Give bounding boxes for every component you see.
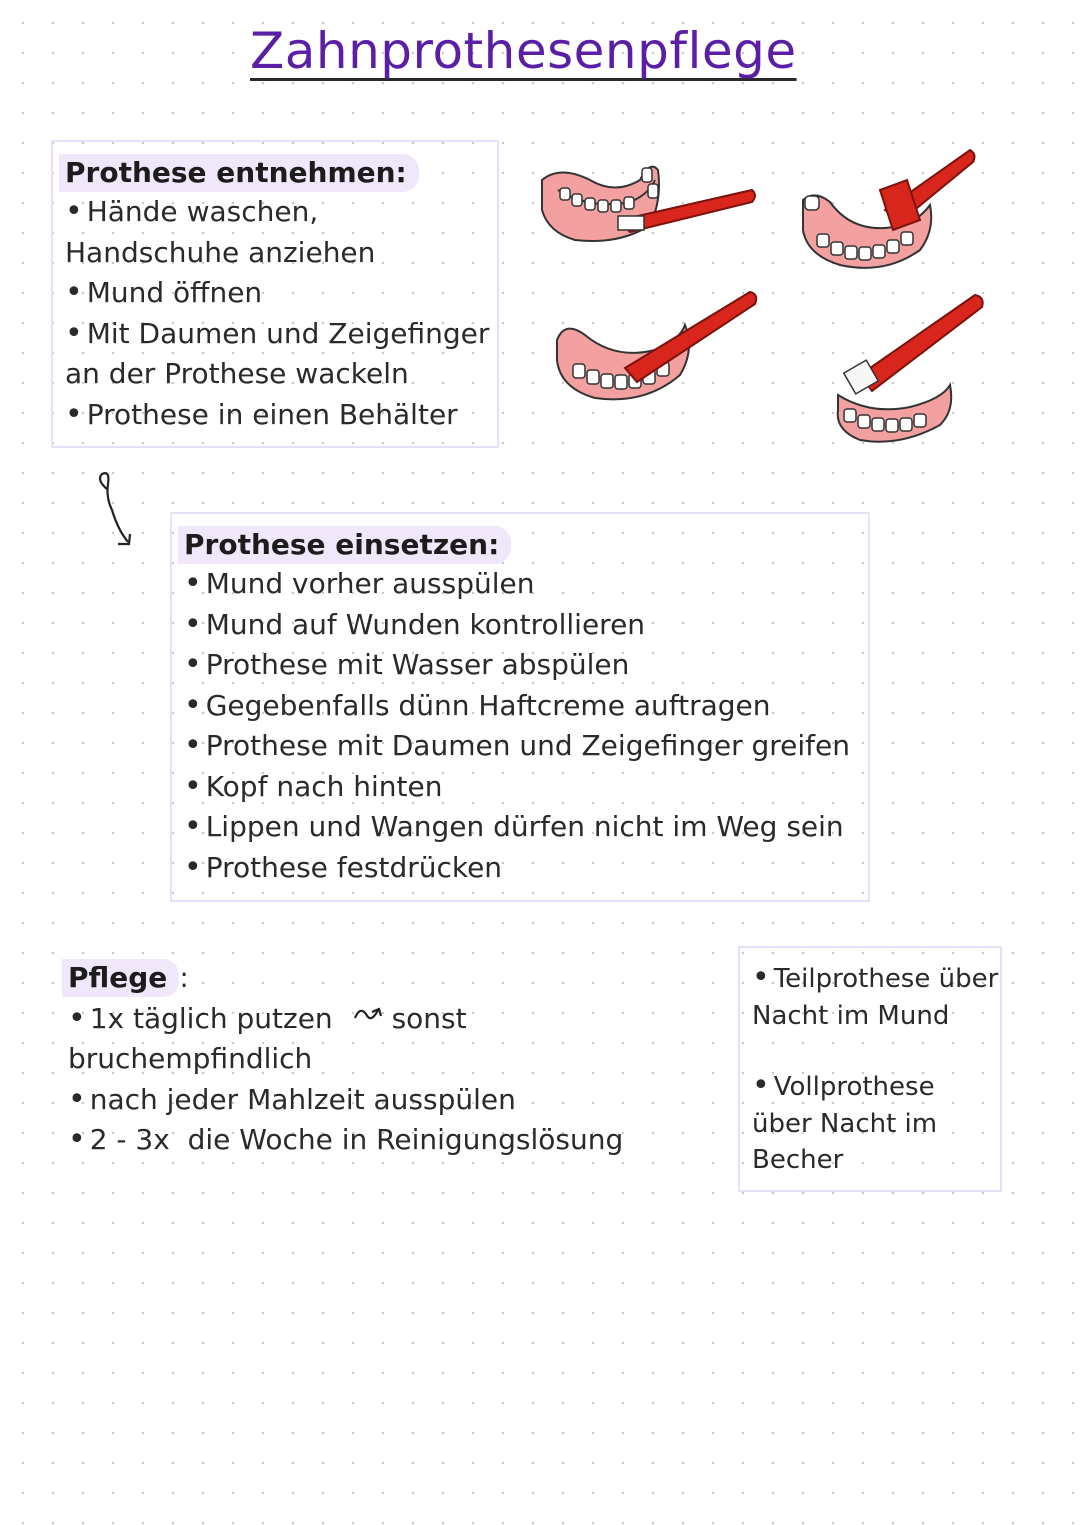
squiggle-arrow-icon — [352, 1004, 386, 1030]
remove-line: • Mit Daumen und Zeigefinger — [65, 315, 490, 351]
denture-illustration — [542, 167, 755, 241]
remove-line: • Prothese in einen Behälter — [65, 396, 458, 432]
care-line: • 1x täglich putzen sonst — [68, 1000, 467, 1036]
night-line: über Nacht im — [752, 1108, 938, 1139]
night-line: • Vollprothese — [752, 1068, 935, 1103]
bullet-icon: • — [184, 728, 202, 763]
bullet-icon: • — [184, 849, 202, 885]
bullet-icon: • — [65, 194, 83, 229]
care-colon: : — [179, 961, 189, 994]
bullet-icon: • — [184, 809, 202, 844]
insert-line: • Lippen und Wangen dürfen nicht im Weg sein — [184, 809, 844, 844]
bullet-icon: • — [184, 687, 202, 723]
bullet-icon: • — [65, 315, 83, 351]
denture-illustration — [838, 295, 983, 442]
remove-heading: Prothese entnehmen: — [59, 154, 419, 192]
insert-line: • Prothese mit Wasser abspülen — [184, 647, 630, 682]
care-line: • 2 - 3x die Woche in Reinigungslösung — [68, 1122, 624, 1157]
bullet-icon: • — [68, 1000, 86, 1036]
night-line: Nacht im Mund — [752, 1000, 950, 1031]
bullet-icon: • — [184, 768, 202, 804]
insert-denture-box — [170, 512, 870, 902]
night-line: • Teilprothese über — [752, 960, 999, 995]
night-storage-box — [738, 946, 1002, 1192]
bullet-icon: • — [752, 1068, 770, 1103]
insert-line: • Prothese festdrücken — [184, 849, 503, 885]
bullet-icon: • — [184, 647, 202, 682]
bullet-icon: • — [752, 960, 770, 995]
insert-line: • Mund vorher ausspülen — [184, 566, 535, 601]
page-title: Zahnprothesenpflege — [250, 22, 797, 80]
insert-line: • Mund auf Wunden kontrollieren — [184, 606, 646, 642]
insert-line: • Prothese mit Daumen und Zeigefinger greifen — [184, 728, 850, 763]
night-line: Becher — [752, 1145, 844, 1175]
denture-illustration — [557, 292, 756, 399]
bullet-icon: • — [184, 566, 202, 601]
remove-line: an der Prothese wackeln — [65, 357, 409, 390]
remove-line: • Hände waschen, — [65, 194, 319, 229]
care-heading: Pflege — [62, 959, 179, 997]
remove-line: • Mund öffnen — [65, 275, 263, 310]
care-line: bruchempfindlich — [68, 1042, 313, 1075]
curl-arrow-icon — [88, 470, 148, 560]
remove-denture-box — [51, 140, 499, 448]
bullet-icon: • — [65, 396, 83, 432]
bullet-icon: • — [68, 1081, 86, 1117]
bullet-icon: • — [184, 606, 202, 642]
bullet-icon: • — [68, 1122, 86, 1157]
bullet-icon: • — [65, 275, 83, 310]
insert-line: • Gegebenfalls dünn Haftcreme auftragen — [184, 687, 771, 723]
denture-brushing-illustration — [530, 140, 1000, 470]
insert-heading: Prothese einsetzen: — [178, 526, 511, 564]
denture-illustration — [803, 150, 974, 268]
insert-line: • Kopf nach hinten — [184, 768, 443, 804]
remove-line: Handschuhe anziehen — [65, 235, 376, 269]
care-section — [68, 958, 623, 1161]
care-line: • nach jeder Mahlzeit ausspülen — [68, 1081, 516, 1117]
